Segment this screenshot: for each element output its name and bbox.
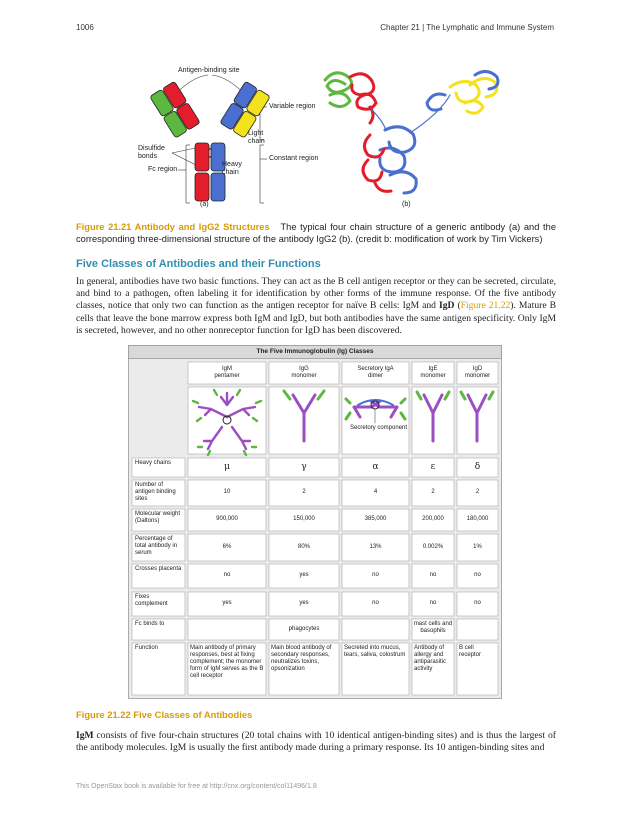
table-cell: 80% [297,543,310,550]
table-cell: Main antibody of primary responses, best at fixing complement; the monomer form of IgM serves as the B cell receptor [190,645,264,679]
row-label: Fixes complement [135,594,168,607]
table-cell: 150,000 [293,516,315,522]
table-cell: 1% [473,543,482,550]
table-cell: 13% [369,543,382,550]
table-cell: 10 [223,489,231,495]
label-disulfide-bonds: Disulfide bonds [138,145,165,160]
table-cell: 2 [302,489,306,495]
row-label: Function [135,645,159,651]
col-header-igg: IgG monomer [291,366,317,379]
secretory-component-label: Secretory component [350,425,408,431]
table-cell: ε [430,461,436,472]
paragraph-1-paren: ( [454,300,461,312]
paragraph-2 [76,730,556,754]
section-heading: Five Classes of Antibodies and their Functions [76,258,321,270]
page-number: 1006 [76,23,94,32]
table-cell: no [223,572,231,578]
table-cell: Main blood antibody of secondary responses, neutralizes toxins, opsonization [271,645,332,672]
stem-red-lower [195,173,209,201]
col-header-iga: Secretory IgA dimer [357,366,394,379]
table-cell: yes [222,600,232,606]
label-variable-region: Variable region [269,103,316,110]
label-constant-region: Constant region [269,155,319,162]
table-cell: δ [474,461,481,472]
table-cell: no [429,600,437,606]
table-cell: μ [224,461,230,472]
col-header-igm: IgM pentamer [214,366,240,379]
row-label: Molecular weight (Daltons) [135,511,181,524]
table-cell: 180,000 [466,516,489,522]
table-cell: 900,000 [216,516,238,522]
label-panel-b: (b) [402,201,411,208]
row-label: Number of antigen binding sites [135,482,176,502]
row-label: Fc binds to [135,621,165,627]
col-header-ige: IgE monomer [420,366,446,379]
figure-21-22-link[interactable]: Figure 21.22 [460,300,511,312]
page-footer: This OpenStax book is available for free at http://cnx.org/content/col11496/1.8 [76,783,317,790]
paragraph-2-text: consists of five four-chain structures (20 total chains with 10 identical antigen-binding sites) and is thus the largest of the antibody molecules. IgM is usually the first antibody made during a primary response. Its 10 antigen-binding sites and [76,730,556,754]
table-cell: 0.002% [422,543,444,550]
table-cell: phagocytes [288,625,320,632]
table-cell: 4 [373,489,378,495]
table-cell: 6% [222,543,232,550]
antibody-diagram [120,55,540,215]
paragraph-1 [76,276,556,337]
stem-blue-lower [211,173,225,201]
table-cell: no [429,572,437,578]
figure-21-21 [120,55,540,215]
table-cell: α [372,461,379,472]
paragraph-1-text-a: In general, antibodies have two basic functions. They can act as the B cell antigen receptor or they can be secreted, circulate, and bind to a pathogen, often labeling it for identification by other forms of the immune response. Of the five antibody classes, notice that only two can function as the antigen receptor for naïve B cells: IgM and [76,276,556,312]
table-cell: 2 [431,489,435,495]
table-cell: Antibody of allergy and antiparasitic activity [414,645,447,672]
label-fc-region: Fc region [148,166,178,173]
table-cell: Secreted into mucus, tears, saliva, colostrum [344,645,406,658]
paragraph-2-igm: IgM [76,730,94,741]
label-panel-a: (a) [200,201,209,208]
label-heavy-chain: Heavy chain [222,161,242,176]
label-antigen-binding-site: Antigen-binding site [178,67,240,74]
chapter-title: Chapter 21 | The Lymphatic and Immune System [380,23,554,32]
figure-21-21-label: Figure 21.21 Antibody and IgG2 Structures [76,222,270,232]
label-light-chain: Light chain [248,130,265,145]
row-label: Percentage of total antibody in serum [135,536,178,556]
figure-21-21-caption [76,221,556,245]
table-cell: yes [299,572,309,578]
table-cell: yes [299,600,309,606]
paragraph-1-text-b: ). Mature B cells that leave the bone marrow express both IgM and IgD, but both antibodies have the same antigen specificity. Only IgM is secreted, however, and no other nonreceptor function for IgD has been discovered. [76,300,556,336]
row-label: Crosses placenta [135,566,182,572]
table-cell: no [474,572,481,578]
immunoglobulin-classes-table [128,345,502,699]
table-cell: 385,000 [364,516,387,522]
table-title: The Five Immunoglobulin (Ig) Classes [256,348,374,355]
paragraph-1-igd: IgD [438,300,455,312]
table-cell: B cell receptor [459,645,482,658]
table-cell: γ [301,461,307,472]
row-label: Heavy chains [135,460,172,466]
table-cell: mast cells and basophils [413,621,453,634]
table-cell: no [372,600,379,606]
page-header [76,23,554,37]
figure-21-22-caption: Figure 21.22 Five Classes of Antibodies [76,709,253,720]
figure-21-21-caption-text: The typical four chain structure of a generic antibody (a) and the corresponding three-dimensional structure of the antibody IgG2 (b). (credit b: modification of work by Tim Vickers) [76,222,556,244]
table-cell: 2 [475,489,480,495]
stem-red-upper [195,143,209,171]
igg2-ribbon-structure [325,71,498,193]
table-cell: no [474,600,481,606]
col-header-igd: IgD monomer [464,366,491,379]
table-cell: no [372,572,379,578]
table-cell: 200,000 [422,516,444,522]
